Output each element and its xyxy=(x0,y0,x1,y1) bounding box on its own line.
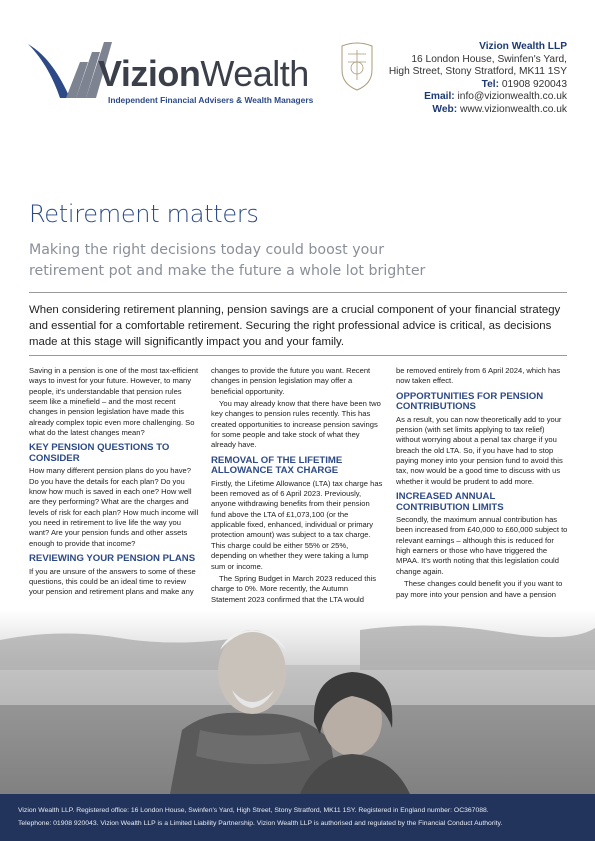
paragraph: If you are unsure of the answers to some of these questions, this could be an ideal time to review your pension and retirement plans and make any xyxy=(29,566,196,597)
website-link[interactable]: www.vizionwealth.co.uk xyxy=(459,103,567,115)
tel-label: Tel: xyxy=(481,78,499,90)
text-column-3 xyxy=(396,366,569,602)
article-subtitle: Making the right decisions today could boost your retirement pot and make the future a whole lot brighter xyxy=(29,242,426,279)
article-title: Retirement matters xyxy=(29,200,259,228)
paragraph: How many different pension plans do you have? Do you have the details for each plan? Do you know how much is saved in each one? How well are they performing? What are the charges and levels of risk for each plan? How much income will you need in retirement to live life the way you want? Are your pension funds and other assets enough to provide that income? xyxy=(29,466,199,548)
email xyxy=(337,91,567,104)
logo-name-light: Wealth xyxy=(200,53,309,94)
retired-couple-photo xyxy=(0,610,595,794)
section-heading: KEY PENSION QUESTIONS TO CONSIDER xyxy=(29,442,170,464)
section-heading: OPPORTUNITIES FOR PENSION CONTRIBUTIONS xyxy=(396,390,544,413)
website xyxy=(337,104,567,117)
contact-details xyxy=(337,41,567,117)
email-label: Email: xyxy=(424,91,455,103)
telephone xyxy=(337,79,567,92)
text-column-1 xyxy=(29,366,202,600)
paragraph: changes to provide the future you want. Recent changes in pension legislation may offer a beneficial opportunity. xyxy=(211,366,371,396)
tel-value: 01908 920043 xyxy=(501,78,567,90)
paragraph: These changes could benefit you if you want to pay more into your pension and have a pension xyxy=(396,579,563,599)
divider-top xyxy=(29,292,567,293)
footer-line-1: Vizion Wealth LLP. Registered office: 16 London House, Swinfen's Yard, High Street, Stony Stratford, MK11 1SY. Registered in England number: OC367088. xyxy=(18,807,489,814)
paragraph: Saving in a pension is one of the most tax-efficient ways to invest for your future. However, to many people, it's understandable that pension rules seem like a minefield – and the most recent changes in pension legislation have made this already complex topic even more challenging. So what do the latest changes mean? xyxy=(29,366,199,438)
company-logo xyxy=(26,40,326,110)
article-intro: When considering retirement planning, pension savings are a crucial component of your financial strategy and essential for a comfortable retirement. Securing the right professional advice is critical, as decisions made at this stage will significantly impact you and your family. xyxy=(29,304,561,348)
text-column-2 xyxy=(211,366,384,607)
section-heading: INCREASED ANNUAL CONTRIBUTION LIMITS xyxy=(396,491,504,513)
section-heading: REMOVAL OF THE LIFETIME ALLOWANCE TAX CHARGE xyxy=(211,454,343,477)
firm-name: Vizion Wealth LLP xyxy=(479,41,567,52)
email-link[interactable]: info@vizionwealth.co.uk xyxy=(457,91,567,103)
paragraph: As a result, you can now theoretically add to your pension (with set limits applying to tax relief) without worrying about a penal tax charge if you breach the old LTA. So, if you have had to stop paying money into your pension fund to avoid this tax, now would be a good time to discuss with us whether it would be prudent to add more. xyxy=(396,414,563,486)
paragraph: be removed entirely from 6 April 2024, which has now taken effect. xyxy=(396,366,561,386)
footer-line-2: Telephone: 01908 920043. Vizion Wealth LLP is a Limited Liability Partnership. Vizion Wealth LLP is authorised and regulated by the Financial Conduct Authority. xyxy=(18,820,503,827)
logo-name-bold: Vizion xyxy=(98,53,201,94)
page-footer xyxy=(0,794,595,841)
section-heading: REVIEWING YOUR PENSION PLANS xyxy=(29,553,196,565)
address-line-1: 16 London House, Swinfen's Yard, xyxy=(411,53,567,65)
web-label: Web: xyxy=(432,103,458,115)
paragraph: The Spring Budget in March 2023 reduced this charge to 0%. More recently, the Autumn Statement 2023 confirmed that the LTA would xyxy=(211,573,377,604)
paragraph: You may already know that there have been two key changes to pension rules recently. This has created opportunities to increase pension savings for some people and take stock of what they already have. xyxy=(211,399,381,450)
logo-wordmark xyxy=(98,54,309,94)
paragraph: Secondly, the maximum annual contribution has been increased from £40,000 to £60,000 subject to relevant earnings – although this is reduced for high earners or those who have triggered the MPAA. It's worth noting that this legislation could change again. xyxy=(396,515,568,576)
divider-bottom xyxy=(29,355,567,356)
address-line-2: High Street, Stony Stratford, MK11 1SY xyxy=(388,66,567,78)
logo-tagline: Independent Financial Advisers & Wealth Managers xyxy=(108,95,314,105)
paragraph: Firstly, the Lifetime Allowance (LTA) tax charge has been removed as of 6 April 2023. Previously, anyone withdrawing benefits from their pension fund above the LTA of £1,073,100 (or the applicable fixed, enhanced, individual or primary protection amount) was subject to a tax charge. This charge could be either 55% or 25%, depending on whether they were taking a lump sum or income. xyxy=(211,478,383,571)
